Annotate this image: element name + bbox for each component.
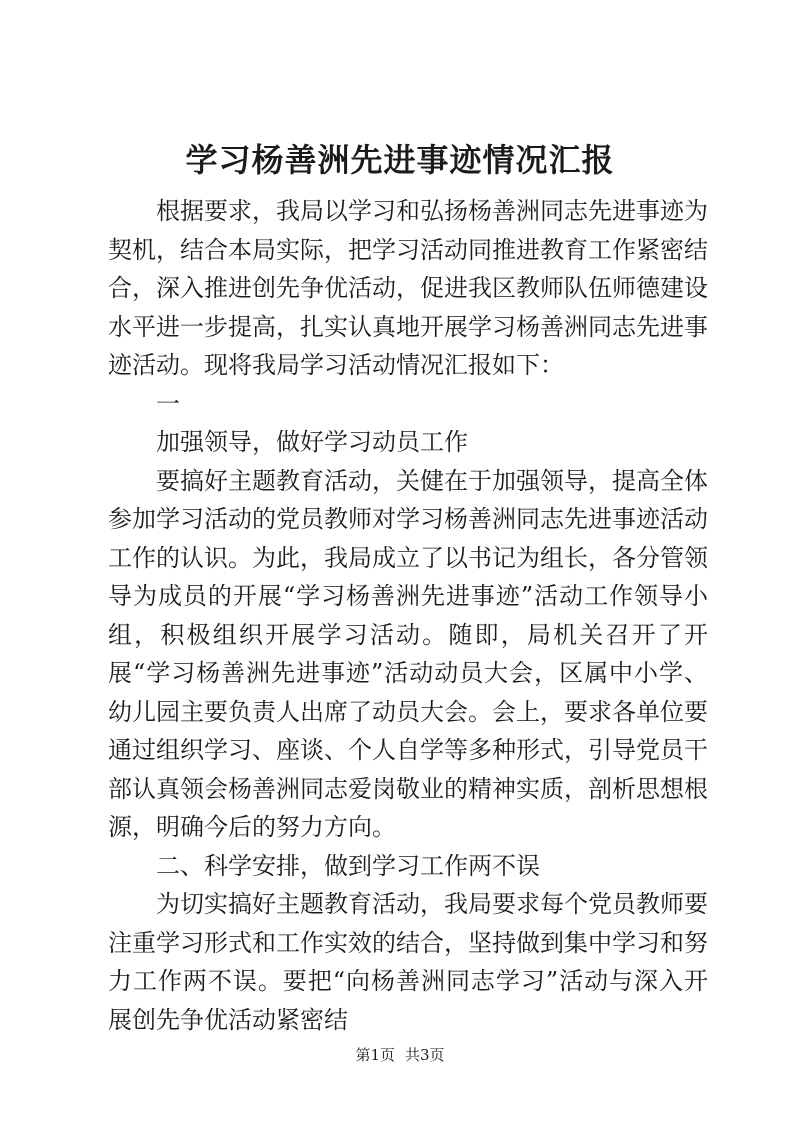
- paragraph-leadership: 要搞好主题教育活动，关健在于加强领导，提高全体参加学习活动的党员教师对学习杨善洲同志先进事迹活动工作的认识。为此，我局成立了以书记为组长，各分管领导为成员的开展“学习杨善洲先进事迹”活动工作领导小组，积极组织开展学习活动。随即，局机关召开了开展“学习杨善洲先进事迹”活动动员大会，区属中小学、幼儿园主要负责人出席了动员大会。会上，要求各单位要通过组织学习、座谈、个人自学等多种形式，引导党员干部认真领会杨善洲同志爱岗敬业的精神实质，剖析思想根源，明确今后的努力方向。: [108, 466, 708, 841]
- page-footer: [0, 1045, 800, 1065]
- section-heading: 加强领导，做好学习动员工作: [156, 428, 468, 456]
- paragraph-intro: 根据要求，我局以学习和弘扬杨善洲同志先进事迹为契机，结合本局实际，把学习活动同推进教育工作紧密结合，深入推进创先争优活动，促进我区教师队伍师德建设水平进一步提高，扎实认真地开展学习杨善洲同志先进事迹活动。现将我局学习活动情况汇报如下：: [108, 197, 708, 379]
- paragraph-arrangement: 为切实搞好主题教育活动，我局要求每个党员教师要注重学习形式和工作实效的结合，坚持做到集中学习和努力工作两不误。要把“向杨善洲同志学习”活动与深入开展创先争优活动紧密结: [108, 890, 708, 1034]
- page-number: 第1页: [355, 1046, 395, 1064]
- section-heading: 二、科学安排，做到学习工作两不误: [156, 851, 540, 880]
- section-number: 一: [156, 389, 180, 418]
- document-title: 学习杨善洲先进事迹情况汇报: [185, 141, 615, 179]
- page-total: 共3页: [405, 1046, 445, 1064]
- document-body: [108, 192, 708, 1039]
